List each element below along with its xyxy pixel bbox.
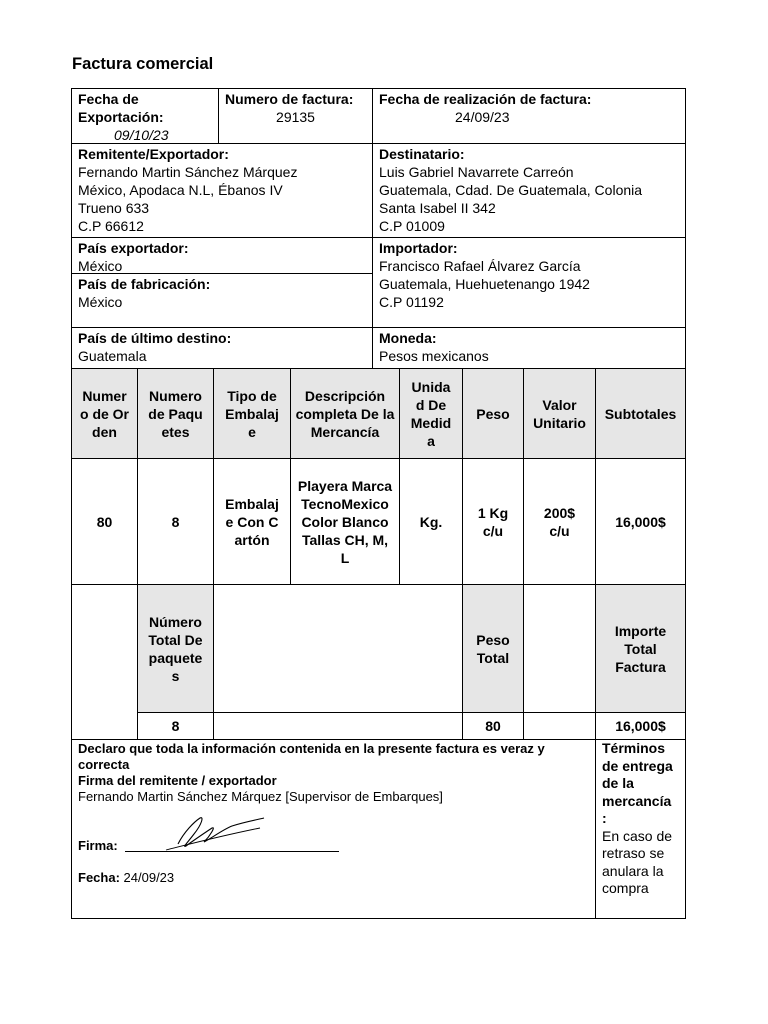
header-subtotales: Subtotales — [595, 368, 686, 459]
remitente-line: Trueno 633 — [78, 200, 150, 216]
pais-exportador-cell — [71, 237, 373, 274]
terminos-label: Términos de entrega de la mercancía : — [602, 740, 673, 826]
fecha-exportacion-cell — [71, 88, 219, 144]
item-peso: 1 Kg c/u — [462, 458, 524, 585]
fecha-exportacion-value: 09/10/23 — [114, 127, 169, 143]
fecha-value: 24/09/23 — [123, 870, 175, 885]
moneda-label: Moneda: — [379, 330, 437, 346]
total-paquetes-value: 8 — [137, 712, 214, 740]
item-descripcion: Playera Marca TecnoMexico Color Blanco Tallas CH, M, L — [290, 458, 400, 585]
pais-fabricacion-label: País de fabricación: — [78, 276, 211, 292]
importador-line: Guatemala, Huehuetenango 1942 — [379, 276, 590, 292]
numero-factura-label: Numero de factura: — [225, 91, 354, 107]
declaration-name: Fernando Martin Sánchez Márquez [Supervisor de Embarques] — [78, 789, 443, 804]
moneda-cell — [372, 327, 686, 369]
destinatario-label: Destinatario: — [379, 146, 465, 162]
fecha-realizacion-value: 24/09/23 — [455, 109, 510, 125]
item-subtotal: 16,000$ — [595, 458, 686, 585]
numero-factura-value: 29135 — [276, 109, 315, 125]
totals-blank-wide — [213, 584, 463, 713]
destinatario-cell — [372, 143, 686, 238]
totals-blank-cell — [71, 584, 138, 740]
signature-image — [160, 814, 270, 854]
fecha-exportacion-label: Fecha de Exportación: — [78, 91, 164, 125]
totals-value-blank-wide — [213, 712, 463, 740]
pais-destino-cell — [71, 327, 373, 369]
numero-factura-cell — [218, 88, 373, 144]
pais-fabricacion-value: México — [78, 294, 123, 310]
declaration-text: Declaro que toda la información contenida en la presente factura es veraz y correcta — [78, 741, 545, 772]
destinatario-line: C.P 01009 — [379, 218, 445, 234]
destinatario-line: Santa Isabel II 342 — [379, 200, 496, 216]
terminos-text: En caso de retraso se anulara la compra — [602, 827, 673, 896]
moneda-value: Pesos mexicanos — [379, 348, 489, 364]
signature-label: Firma: — [78, 838, 118, 853]
header-numero-paquetes: Numero de Paquetes — [137, 368, 214, 459]
pais-exportador-label: País exportador: — [78, 240, 189, 256]
header-peso: Peso — [462, 368, 524, 459]
item-numero-orden: 80 — [71, 458, 138, 585]
remitente-label: Remitente/Exportador: — [78, 146, 229, 162]
remitente-line: México, Apodaca N.L, Ébanos IV — [78, 182, 283, 198]
destinatario-line: Guatemala, Cdad. De Guatemala, Colonia — [379, 182, 643, 198]
pais-fabricacion-cell — [71, 273, 373, 328]
remitente-line: Fernando Martin Sánchez Márquez — [78, 164, 298, 180]
importe-total-label: Importe Total Factura — [595, 584, 686, 713]
fecha-realizacion-label: Fecha de realización de factura: — [379, 91, 592, 107]
totals-value-blank-valor — [523, 712, 596, 740]
pais-exportador-value: México — [78, 258, 123, 274]
fecha-label: Fecha: — [78, 870, 120, 885]
remitente-cell — [71, 143, 373, 238]
header-numero-orden: Numero de Orden — [71, 368, 138, 459]
destinatario-line: Luis Gabriel Navarrete Carreón — [379, 164, 574, 180]
header-valor-unitario: Valor Unitario — [523, 368, 596, 459]
fecha-realizacion-cell — [372, 88, 686, 144]
pais-destino-value: Guatemala — [78, 348, 147, 364]
terminos-cell — [595, 739, 686, 919]
pais-destino-label: País de último destino: — [78, 330, 232, 346]
header-descripcion: Descripción completa De la Mercancía — [290, 368, 400, 459]
importador-label: Importador: — [379, 240, 458, 256]
header-unidad-medida: Unidad De Medida — [399, 368, 463, 459]
importador-line: Francisco Rafael Álvarez García — [379, 258, 581, 274]
importe-total-value: 16,000$ — [595, 712, 686, 740]
remitente-line: C.P 66612 — [78, 218, 144, 234]
peso-total-value: 80 — [462, 712, 524, 740]
document-title: Factura comercial — [72, 55, 214, 73]
item-numero-paquetes: 8 — [137, 458, 214, 585]
item-valor-unitario: 200$ c/u — [523, 458, 596, 585]
fecha-row — [78, 870, 174, 886]
item-tipo-embalaje: Embalaje Con Cartón — [213, 458, 291, 585]
declaration-cell — [71, 739, 596, 919]
header-tipo-embalaje: Tipo de Embalaje — [213, 368, 291, 459]
peso-total-label: Peso Total — [462, 584, 524, 713]
importador-cell — [372, 237, 686, 328]
item-unidad-medida: Kg. — [399, 458, 463, 585]
importador-line: C.P 01192 — [379, 294, 444, 310]
totals-blank-valor — [523, 584, 596, 713]
total-paquetes-label: Número Total De paquetes — [137, 584, 214, 713]
firma-remitente-label: Firma del remitente / exportador — [78, 773, 277, 788]
